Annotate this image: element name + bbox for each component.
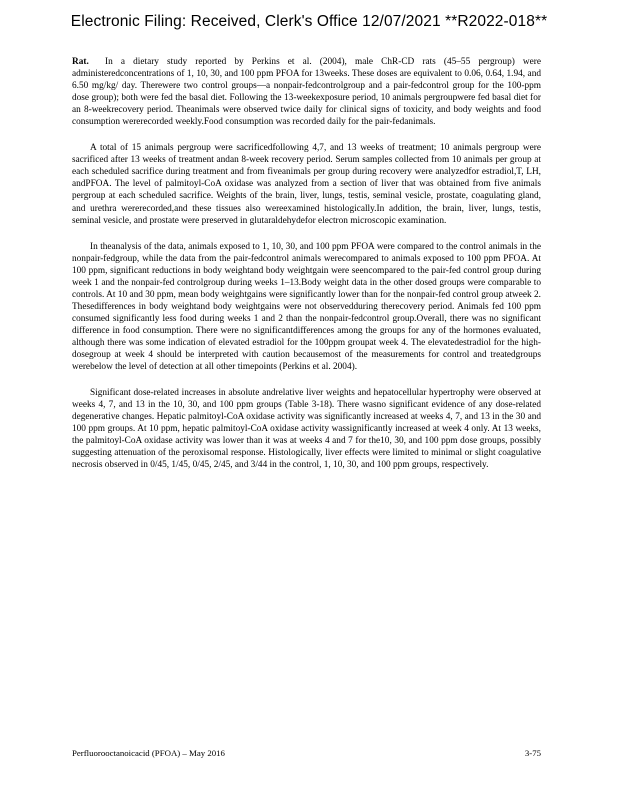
paragraph-1-text: In a dietary study reported by Perkins et al. (2004), male ChR-CD rats (45–55 pergroup) were administeredconcentrations of 1, 10, 30, and 100 ppm PFOA for 13weeks. These doses are equivalent to 0.06, 0.64, 1.94, and 6.50 mg/kg/ day. Therewere two control groups—a nonpair-fedcontrolgroup and a pair-fedcontrol group for the 100-ppm dose group); both were fed the basal diet. Following the 13-weekexposure period, 10 animals pergroupwere fed basal diet for an 8-weekrecovery period. Theanimals were observed twice daily for clinical signs of toxicity, and body weights and food consumption wererecorded weekly.Food consumption was recorded daily for the pair-fedanimals. [72, 57, 541, 128]
filing-header: Electronic Filing: Received, Clerk's Office 12/07/2021 **R2022-018** [70, 13, 548, 30]
paragraph-2: A total of 15 animals pergroup were sacrificedfollowing 4,7, and 13 weeks of treatment; 10 animals pergroup were sacrificed after 13 weeks of treatment andan 8-week recovery period. Serum samples collected from 10 animals per group at each scheduled sacrifice during treatment and from fiveanimals per group during recovery were analyzedfor estradiol,T, LH, andPFOA. The level of palmitoyl-CoA oxidase was analyzed from a section of liver that was obtained from five animals pergroup at each scheduled sacrifice. Weights of the brain, liver, lungs, testis, seminal vesicle, prostate, coagulating gland, and urethra wererecorded,and these tissues also wereexamined histologically.In addition, the brain, liver, lungs, testis, seminal vesicle, and prostate were preserved in glutaraldehydefor electron microscopic examination. [72, 143, 541, 226]
page-number: 3-75 [524, 748, 541, 758]
paragraph-3: In theanalysis of the data, animals exposed to 1, 10, 30, and 100 ppm PFOA were compared to the control animals in the nonpair-fedgroup, while the data from the pair-fedcontrol animals werecompared to animals exposed to 100 ppm PFOA. At 100 ppm, significant reductions in body weightand body weightgain were seencompared to the pair-fed control group during week 1 and the nonpair-fed controlgroup during weeks 1–13.Body weight data in the other dosed groups were comparable to controls. At 10 and 30 ppm, mean body weightgains were significantly lower than for the nonpair-fed control group atweek 2. Thesedifferences in body weightand body weightgains were not observedduring therecovery period. Animals fed 100 ppm consumed significantly less food during weeks 1 and 2 than the nonpair-fedcontrol group.Overall, there was no significant difference in food consumption. There were no significantdifferences among the groups for any of the hormones evaluated, although there was some indication of elevated estradiol for the 100ppm groupat week 4. The elevatedestradiol for the high-dosegroup at week 4 should be interpreted with caution becausemost of the measurements for control and treatedgroups werebelow the level of detection at all other timepoints (Perkins et al. 2004). [72, 241, 541, 373]
species-heading: Rat. [72, 57, 89, 67]
document-body [72, 56, 541, 471]
footer-document-title: Perfluorooctanoicacid (PFOA) – May 2016 [72, 748, 225, 758]
paragraph-4: Significant dose-related increases in absolute andrelative liver weights and hepatocellular hypertrophy were observed at weeks 4, 7, and 13 in the 10, 30, and 100 ppm groups (Table 3-18). There wasno significant evidence of any dose-related degenerative changes. Hepatic palmitoyl-CoA oxidase activity was significantly increased at weeks 4, 7, and 13 in the 30 and 100 ppm groups. At 10 ppm, hepatic palmitoyl-CoA oxidase activity wassignificantly increased at week 4 only. At 13 weeks, the palmitoyl-CoA oxidase activity was lower than it was at weeks 4 and 7 for the10, 30, and 100 ppm dose groups, possibly suggesting attenuation of the peroxisomal response. Histologically, liver effects were limited to minimal or slight coagulative necrosis observed in 0/45, 1/45, 0/45, 2/45, and 3/44 in the control, 1, 10, 30, and 100 ppm groups, respectively. [72, 388, 541, 471]
paragraph-1 [72, 56, 541, 128]
